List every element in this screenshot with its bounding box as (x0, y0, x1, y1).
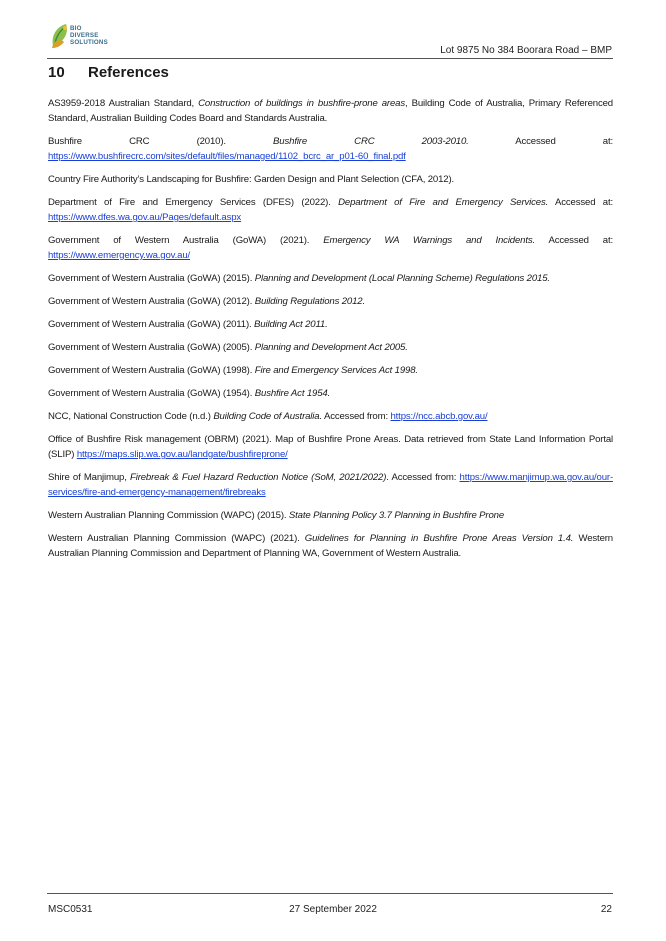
reference-text: Western Australian Planning Commission (WAPC) (2021). (48, 533, 305, 544)
header-divider (47, 58, 613, 59)
reference-link[interactable]: https://www.dfes.wa.gov.au/Pages/default.aspx (48, 212, 242, 223)
reference-text: Country Fire Authority’s Landscaping for Bushfire: Garden Design and Plant Selection (CFA, 2012). (48, 174, 455, 185)
reference-text: Accessed at: (548, 197, 613, 208)
reference-text: , Building Code of Australia, Primary Referenced Standard, Australian Building Codes Board and Standards Australia. (48, 98, 613, 124)
reference-title: Planning and Development Act 2005. (254, 342, 408, 353)
reference-entry (48, 386, 613, 401)
reference-title: Firebreak & Fuel Hazard Reduction Notice (SoM, 2021/2022) (130, 472, 387, 483)
footer-divider (47, 893, 613, 894)
reference-entry (48, 531, 613, 561)
reference-entry (48, 195, 613, 225)
reference-link[interactable]: https://www.manjimup.wa.gov.au/our-services/fire-and-emergency-management/firebreaks (48, 472, 613, 498)
reference-entry (48, 340, 613, 355)
reference-text: . Accessed from: (386, 472, 460, 483)
reference-text: Government of Western Australia (GoWA) (1998). (48, 365, 255, 376)
reference-entry (48, 172, 613, 187)
reference-title: Planning and Development (Local Planning Scheme) Regulations 2015. (254, 273, 550, 284)
reference-text: AS3959-2018 Australian Standard, (48, 98, 199, 109)
reference-title: State Planning Policy 3.7 Planning in Bushfire Prone (288, 510, 505, 521)
reference-entry (48, 271, 613, 286)
reference-link[interactable]: https://www.bushfirecrc.com/sites/default/files/managed/1102_bcrc_ar_p01-60_final.pdf (48, 151, 406, 162)
reference-entry (48, 233, 613, 263)
logo-line-1: BIO (70, 25, 82, 32)
reference-text: Western Australian Planning Commission (WAPC) (2015). (48, 510, 289, 521)
footer-doc-code: MSC0531 (48, 904, 93, 915)
footer-page-number: 22 (600, 904, 612, 915)
reference-title: Construction of buildings in bushfire-prone areas (198, 98, 405, 109)
reference-text: Government of Western Australia (GoWA) (2005). (48, 342, 255, 353)
reference-title: Department of Fire and Emergency Services. (338, 197, 549, 208)
reference-entry (48, 294, 613, 309)
reference-text: Government of Western Australia (GoWA) (2011). (48, 319, 255, 330)
reference-entry (48, 363, 613, 378)
reference-entry (48, 470, 613, 500)
logo-line-3: SOLUTIONS (70, 39, 108, 46)
reference-text: Government of Western Australia (GoWA) (2012). (48, 296, 255, 307)
reference-entry (48, 409, 613, 424)
section-heading (48, 64, 169, 81)
logo-wordmark (70, 25, 108, 46)
header-project-title: Lot 9875 No 384 Boorara Road – BMP (440, 45, 612, 56)
reference-text: Bushfire CRC (2010). (48, 136, 274, 147)
reference-text: Accessed at: (468, 136, 613, 147)
reference-title: Emergency WA Warnings and Incidents. (323, 235, 536, 246)
reference-text: Department of Fire and Emergency Services (DFES) (2022). (48, 197, 339, 208)
reference-text: NCC, National Construction Code (n.d.) (48, 411, 214, 422)
footer-date: 27 September 2022 (289, 904, 377, 915)
reference-text: Office of Bushfire Risk management (OBRM) (2021). Map of Bushfire Prone Areas. Data retrieved from State Land Information Portal (SLIP) (48, 434, 613, 460)
reference-link[interactable]: https://maps.slip.wa.gov.au/landgate/bushfireprone/ (76, 449, 288, 460)
reference-entry (48, 134, 613, 164)
reference-text: Government of Western Australia (GoWA) (1954). (48, 388, 255, 399)
logo-line-2: DIVERSE (70, 32, 99, 39)
reference-text: Government of Western Australia (GoWA) (2015). (48, 273, 255, 284)
reference-text: Shire of Manjimup, (48, 472, 130, 483)
reference-link[interactable]: https://www.emergency.wa.gov.au/ (48, 250, 191, 261)
reference-text: Accessed at: (535, 235, 613, 246)
reference-title: Bushfire CRC 2003-2010. (273, 136, 469, 147)
reference-entry (48, 317, 613, 332)
reference-title: Building Code of Australia. (213, 411, 322, 422)
section-number: 10 (48, 64, 65, 81)
reference-text: Government of Western Australia (GoWA) (2021). (48, 235, 324, 246)
reference-entry (48, 432, 613, 462)
reference-title: Bushfire Act 1954. (254, 388, 331, 399)
reference-entry (48, 96, 613, 126)
leaf-logo-icon (50, 22, 72, 50)
reference-link[interactable]: https://ncc.abcb.gov.au/ (390, 411, 488, 422)
reference-text: Western Australian Planning Commission and Department of Planning WA, Government of Western Australia. (48, 533, 613, 559)
reference-title: Guidelines for Planning in Bushfire Prone Areas Version 1.4. (304, 533, 574, 544)
reference-title: Building Regulations 2012. (254, 296, 366, 307)
reference-title: Building Act 2011. (254, 319, 328, 330)
reference-title: Fire and Emergency Services Act 1998. (254, 365, 418, 376)
section-title: References (88, 64, 169, 81)
reference-entry (48, 508, 613, 523)
reference-list (48, 96, 613, 569)
reference-text: Accessed from: (321, 411, 391, 422)
company-logo (50, 22, 120, 54)
